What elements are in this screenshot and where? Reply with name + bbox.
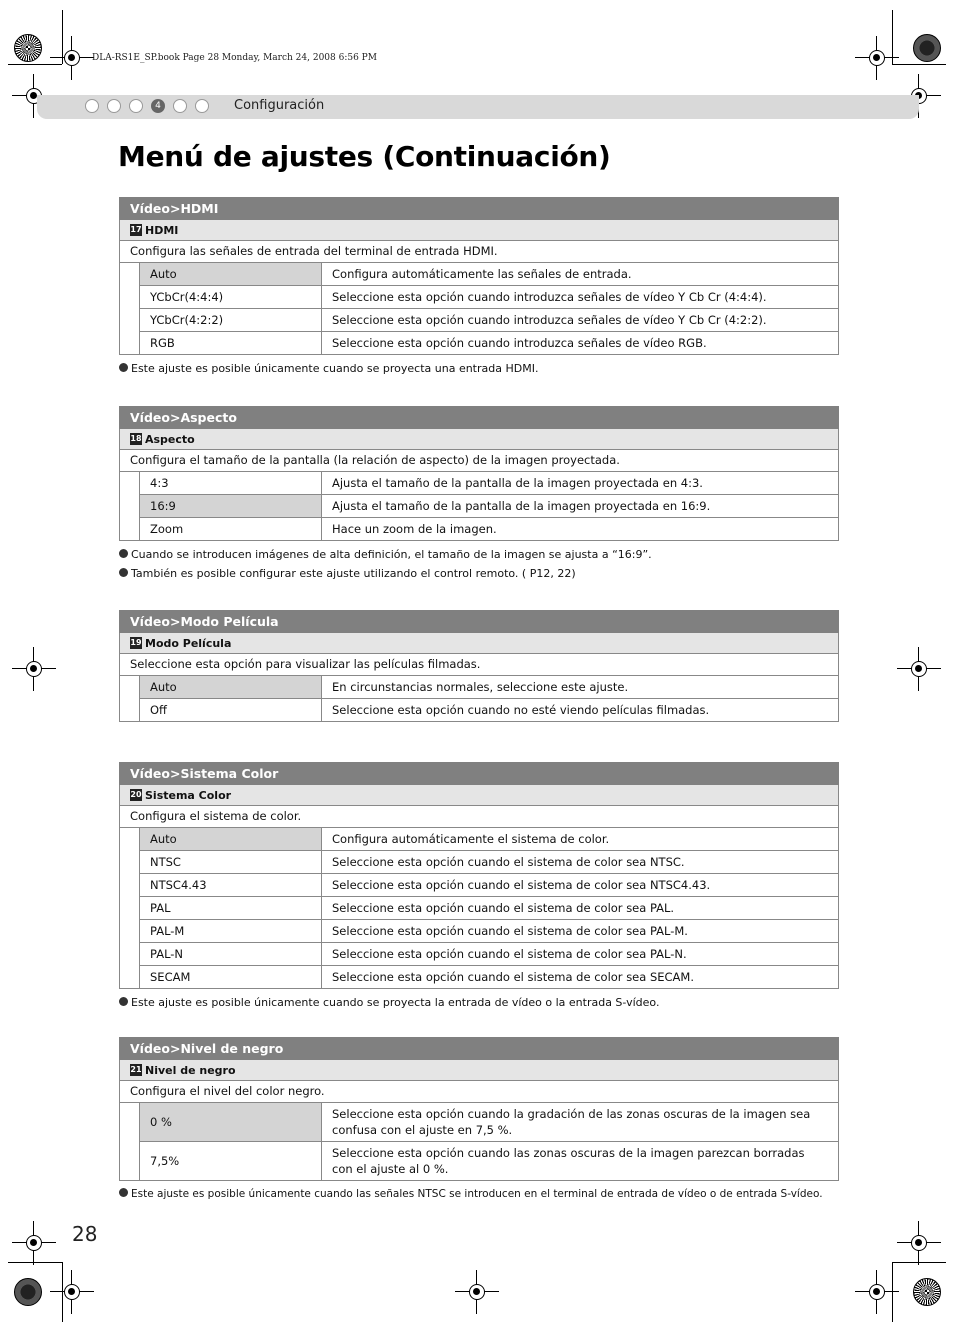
option-value: Ajusta el tamaño de la pantalla de la imagen proyectada en 4:3. xyxy=(332,476,703,490)
option-row xyxy=(139,920,838,943)
option-row xyxy=(139,828,838,851)
option-key: YCbCr(4:2:2) xyxy=(139,309,322,331)
bullet-icon xyxy=(119,363,128,372)
chapter-label: Configuración xyxy=(234,98,325,113)
option-row xyxy=(139,495,838,518)
option-value: Seleccione esta opción cuando el sistema de color sea PAL-M. xyxy=(332,924,688,938)
note: Este ajuste es posible únicamente cuando se proyecta la entrada de vídeo o la entrada S-vídeo. xyxy=(119,993,839,1012)
item-number-badge: 19 xyxy=(130,638,142,647)
option-value: Configura automáticamente el sistema de color. xyxy=(332,832,610,846)
section-description: Seleccione esta opción para visualizar las películas filmadas. xyxy=(119,654,839,676)
crop-mark xyxy=(892,1262,893,1322)
subsection-heading xyxy=(119,429,839,450)
subsection-heading xyxy=(119,220,839,241)
options-table xyxy=(119,1103,839,1181)
color-target-mark xyxy=(14,34,42,62)
option-value: Seleccione esta opción cuando el sistema de color sea PAL. xyxy=(332,901,675,915)
note: Este ajuste es posible únicamente cuando las señales NTSC se introducen en el terminal de entrada de vídeo o de entrada S-vídeo. xyxy=(119,1185,839,1204)
option-row xyxy=(139,943,838,966)
option-row xyxy=(139,676,838,699)
option-value: Seleccione esta opción cuando introduzca señales de vídeo Y Cb Cr (4:2:2). xyxy=(332,313,767,327)
item-number-badge: 20 xyxy=(130,790,142,799)
section-heading: Vídeo>Aspecto xyxy=(119,406,839,429)
menu-section-hdmi xyxy=(119,197,839,378)
option-row xyxy=(139,286,838,309)
subsection-heading xyxy=(119,1060,839,1081)
option-row xyxy=(139,518,838,540)
step-dot xyxy=(129,99,143,113)
option-key: RGB xyxy=(139,332,322,354)
file-header: DLA-RS1E_SP.book Page 28 Monday, March 24, 2008 6:56 PM xyxy=(92,53,377,63)
registration-mark xyxy=(50,36,94,80)
subsection-title: Nivel de negro xyxy=(145,1063,236,1077)
section-heading: Vídeo>Sistema Color xyxy=(119,762,839,785)
color-target-mark xyxy=(913,34,941,62)
option-value: Seleccione esta opción cuando las zonas oscuras de la imagen parezcan borradas con el ajuste al 0 %. xyxy=(332,1146,805,1176)
crop-mark xyxy=(62,10,63,64)
option-row xyxy=(139,699,838,721)
chapter-steps xyxy=(85,99,209,113)
option-value: En circunstancias normales, seleccione este ajuste. xyxy=(332,680,629,694)
item-number-badge: 21 xyxy=(130,1065,142,1074)
note: Este ajuste es posible únicamente cuando se proyecta una entrada HDMI. xyxy=(119,359,839,378)
menu-section-aspecto xyxy=(119,406,839,583)
option-row xyxy=(139,1103,838,1142)
section-heading: Vídeo>Nivel de negro xyxy=(119,1037,839,1060)
bullet-icon xyxy=(119,568,128,577)
option-key: 7,5% xyxy=(139,1142,322,1180)
options-table xyxy=(119,263,839,355)
option-key: SECAM xyxy=(139,966,322,988)
subsection-title: HDMI xyxy=(145,223,179,237)
option-value: Seleccione esta opción cuando la gradación de las zonas oscuras de la imagen sea confusa con el ajuste en 7,5 %. xyxy=(332,1107,811,1137)
subsection-heading xyxy=(119,785,839,806)
option-row xyxy=(139,897,838,920)
page-number: 28 xyxy=(72,1222,98,1246)
option-key: YCbCr(4:4:4) xyxy=(139,286,322,308)
section-description: Configura el sistema de color. xyxy=(119,806,839,828)
option-row xyxy=(139,309,838,332)
option-row xyxy=(139,851,838,874)
option-row xyxy=(139,263,838,286)
bullet-icon xyxy=(119,1188,128,1197)
option-value: Seleccione esta opción cuando el sistema de color sea PAL-N. xyxy=(332,947,687,961)
option-value: Hace un zoom de la imagen. xyxy=(332,522,497,536)
option-value: Ajusta el tamaño de la pantalla de la imagen proyectada en 16:9. xyxy=(332,499,711,513)
option-value: Seleccione esta opción cuando el sistema de color sea NTSC. xyxy=(332,855,685,869)
menu-section-sistema-color xyxy=(119,762,839,1012)
item-number-badge: 17 xyxy=(130,225,142,234)
option-key: PAL-N xyxy=(139,943,322,965)
step-dot xyxy=(85,99,99,113)
option-row xyxy=(139,966,838,988)
step-dot xyxy=(173,99,187,113)
options-table xyxy=(119,828,839,989)
menu-section-modo-pelicula xyxy=(119,610,839,722)
options-table xyxy=(119,676,839,722)
step-dot xyxy=(107,99,121,113)
crop-mark xyxy=(8,64,62,65)
step-dot-active: 4 xyxy=(151,99,165,113)
option-row xyxy=(139,472,838,495)
option-row xyxy=(139,874,838,897)
registration-mark xyxy=(897,1221,941,1265)
bullet-icon xyxy=(119,549,128,558)
subsection-heading xyxy=(119,633,839,654)
option-value: Seleccione esta opción cuando el sistema de color sea NTSC4.43. xyxy=(332,878,711,892)
crop-mark xyxy=(892,1262,946,1263)
subsection-title: Sistema Color xyxy=(145,788,232,802)
option-key-default: 0 % xyxy=(139,1103,322,1141)
crop-mark xyxy=(62,1262,63,1322)
note: También es posible configurar este ajuste utilizando el control remoto. ( P12, 22) xyxy=(119,564,839,583)
option-key-default: Auto xyxy=(139,263,322,285)
item-number-badge: 18 xyxy=(130,434,142,443)
bullet-icon xyxy=(119,997,128,1006)
option-key: PAL-M xyxy=(139,920,322,942)
subsection-title: Modo Película xyxy=(145,636,232,650)
option-value: Seleccione esta opción cuando el sistema de color sea SECAM. xyxy=(332,970,694,984)
page-title: Menú de ajustes (Continuación) xyxy=(118,140,611,173)
registration-mark xyxy=(50,1270,94,1314)
note: Cuando se introducen imágenes de alta definición, el tamaño de la imagen se ajusta a “16:9”. xyxy=(119,545,839,564)
option-value: Seleccione esta opción cuando introduzca señales de vídeo Y Cb Cr (4:4:4). xyxy=(332,290,767,304)
section-description: Configura el nivel del color negro. xyxy=(119,1081,839,1103)
registration-mark xyxy=(455,1270,499,1314)
option-key-default: Auto xyxy=(139,828,322,850)
section-heading: Vídeo>Modo Película xyxy=(119,610,839,633)
option-value: Seleccione esta opción cuando introduzca señales de vídeo RGB. xyxy=(332,336,707,350)
option-key-default: Auto xyxy=(139,676,322,698)
step-dot xyxy=(195,99,209,113)
menu-section-nivel-de-negro xyxy=(119,1037,839,1204)
section-description: Configura el tamaño de la pantalla (la relación de aspecto) de la imagen proyectada. xyxy=(119,450,839,472)
option-key: NTSC xyxy=(139,851,322,873)
option-key: Off xyxy=(139,699,322,721)
option-key: PAL xyxy=(139,897,322,919)
section-heading: Vídeo>HDMI xyxy=(119,197,839,220)
option-value: Configura automáticamente las señales de entrada. xyxy=(332,267,632,281)
options-table xyxy=(119,472,839,541)
option-row xyxy=(139,332,838,354)
option-key: 4:3 xyxy=(139,472,322,494)
subsection-title: Aspecto xyxy=(145,432,195,446)
option-value: Seleccione esta opción cuando no esté viendo películas filmadas. xyxy=(332,703,710,717)
color-target-mark xyxy=(14,1278,42,1306)
crop-mark xyxy=(892,64,946,65)
section-description: Configura las señales de entrada del terminal de entrada HDMI. xyxy=(119,241,839,263)
crop-mark xyxy=(8,1262,62,1263)
registration-mark xyxy=(897,647,941,691)
option-key: NTSC4.43 xyxy=(139,874,322,896)
registration-mark xyxy=(12,1221,56,1265)
color-target-mark xyxy=(913,1278,941,1306)
option-row xyxy=(139,1142,838,1180)
option-key-default: 16:9 xyxy=(139,495,322,517)
option-key: Zoom xyxy=(139,518,322,540)
registration-mark xyxy=(12,647,56,691)
crop-mark xyxy=(892,10,893,64)
